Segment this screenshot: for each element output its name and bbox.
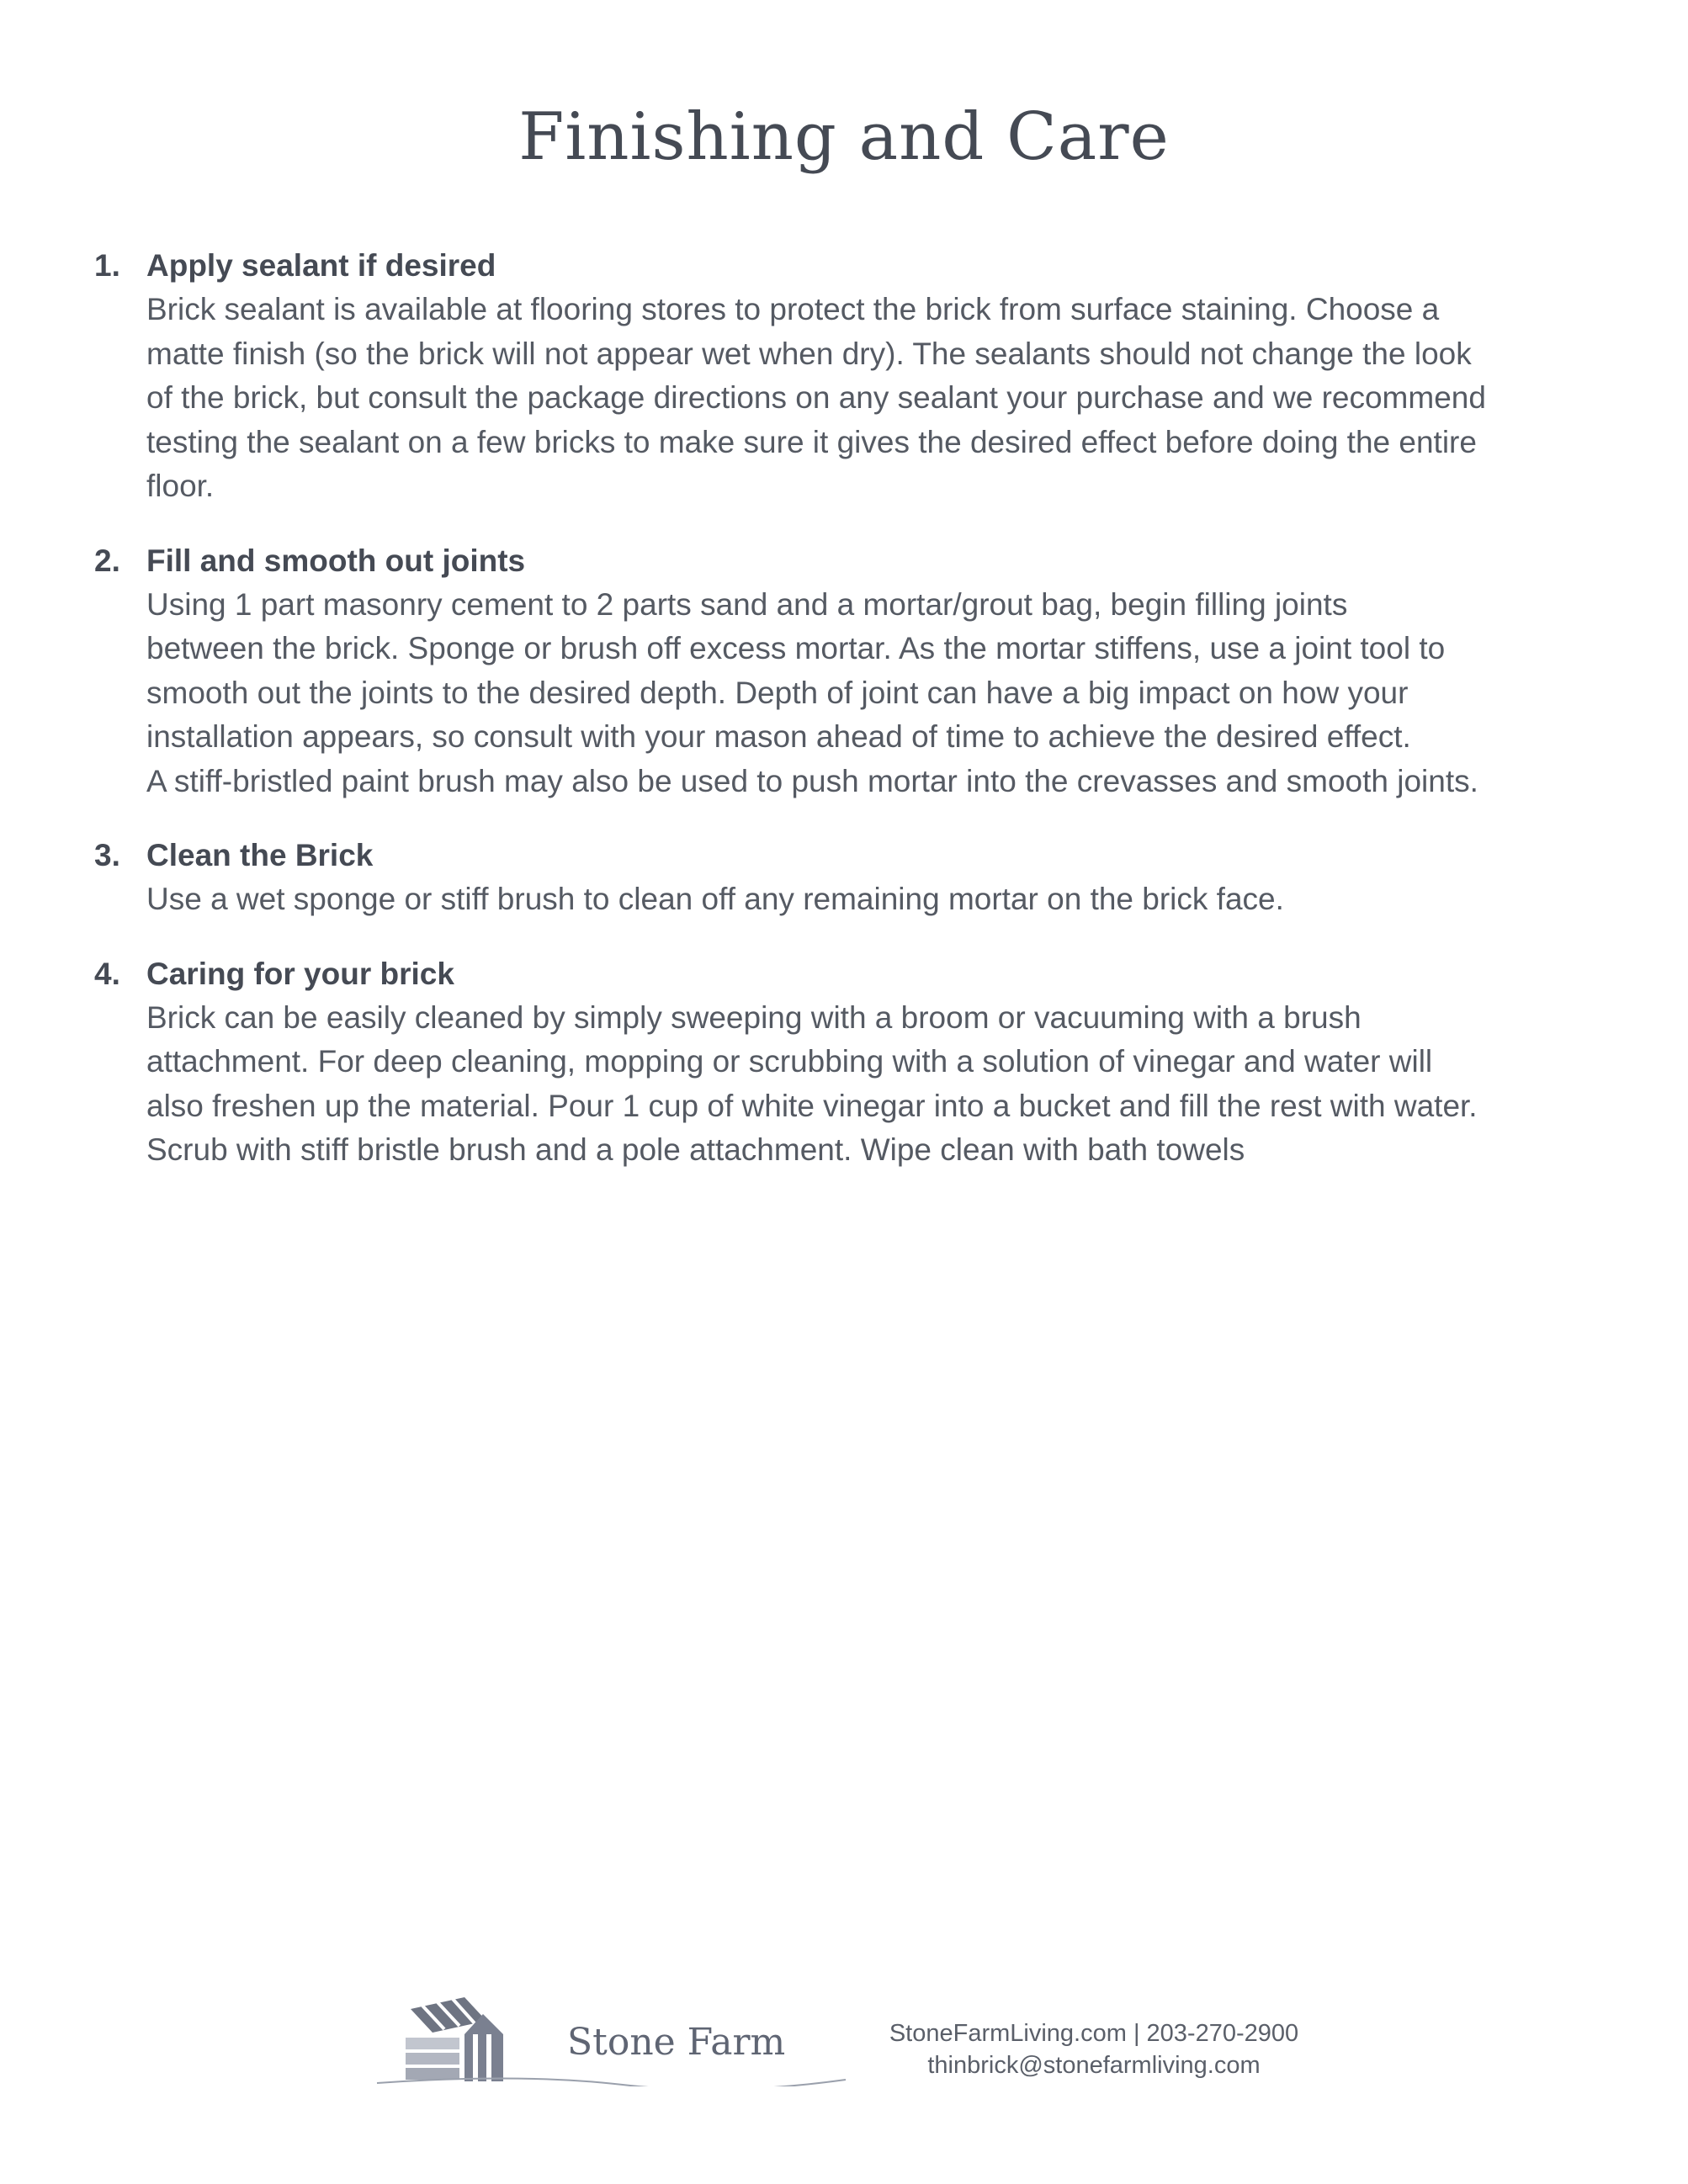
email-text: thinbrick@stonefarmliving.com	[927, 2052, 1261, 2079]
step-number: 3.	[94, 838, 120, 872]
step-item	[94, 539, 1600, 804]
step-heading: Fill and smooth out joints	[146, 543, 526, 578]
brand-wordmark: Stone Farm	[567, 2021, 786, 2064]
step-item	[94, 244, 1600, 509]
brand-logo	[370, 1985, 858, 2086]
step-number: 2.	[94, 543, 120, 578]
step-body: Brick sealant is available at flooring stores to protect the brick from surface staining. Choose a matte finish (so the brick will not appear wet when dry). The sealants should not change the look of the brick, but consult the package directions on any sealant your purchase and we recommend testing the sealant on a few bricks to make sure it gives the desired effect before doing the entire floor.	[146, 292, 1486, 503]
step-body: Brick can be easily cleaned by simply sweeping with a broom or vacuuming with a brush attachment. For deep cleaning, mopping or scrubbing with a solution of vinegar and water will also freshen up the material. Pour 1 cup of white vinegar into a bucket and fill the rest with water. Scrub with stiff bristle brush and a pole attachment. Wipe clean with bath towels	[146, 999, 1478, 1167]
step-heading: Apply sealant if desired	[146, 248, 496, 283]
step-number: 4.	[94, 956, 120, 991]
website-phone-text: StoneFarmLiving.com | 203-270-2900	[889, 2020, 1299, 2047]
step-item	[94, 952, 1600, 1173]
step-heading: Clean the Brick	[146, 838, 374, 872]
step-body: Using 1 part masonry cement to 2 parts sand and a mortar/grout bag, begin filling joints between the brick. Sponge or brush off excess mortar. As the mortar stiffens, use a joint tool to smooth out the joints to the desired depth. Depth of joint can have a big impact on how your installation appears, so consult with your mason ahead of time to achieve the desired effect. A stiff-bristled paint brush may also be used to push mortar into the crevasses and smooth joints.	[146, 586, 1478, 798]
step-item	[94, 834, 1600, 922]
step-heading: Caring for your brick	[146, 956, 454, 991]
contact-info	[858, 2017, 1330, 2081]
footer	[370, 1985, 1330, 2086]
step-body: Use a wet sponge or stiff brush to clean off any remaining mortar on the brick face.	[146, 882, 1284, 916]
step-number: 1.	[94, 248, 120, 283]
steps-list	[94, 244, 1600, 1203]
page-title: Finishing and Care	[518, 99, 1170, 175]
